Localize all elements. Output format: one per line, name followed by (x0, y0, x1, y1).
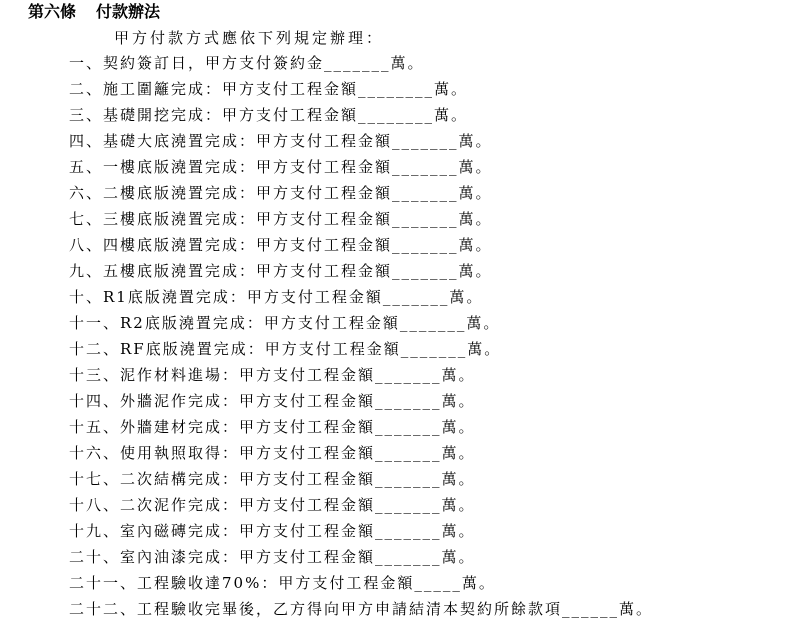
payment-item-text: 二十、室內油漆完成：甲方支付工程金額_______萬。 (69, 548, 476, 566)
payment-item (69, 232, 653, 258)
payment-item-text: 十四、外牆泥作完成：甲方支付工程金額_______萬。 (69, 392, 476, 410)
payment-item-text: 五、一樓底版澆置完成：甲方支付工程金額_______萬。 (69, 158, 493, 176)
payment-terms-list (69, 50, 653, 622)
payment-item (69, 50, 653, 76)
payment-item (69, 102, 653, 128)
payment-item (69, 492, 653, 518)
payment-item (69, 596, 653, 622)
article-heading (28, 0, 160, 24)
payment-item-text: 二十一、工程驗收達70%：甲方支付工程金額_____萬。 (69, 574, 496, 592)
payment-item-text: 八、四樓底版澆置完成：甲方支付工程金額_______萬。 (69, 236, 493, 254)
payment-item (69, 570, 653, 596)
payment-item (69, 206, 653, 232)
payment-item (69, 310, 653, 336)
payment-item (69, 154, 653, 180)
payment-item-text: 四、基礎大底澆置完成：甲方支付工程金額_______萬。 (69, 132, 493, 150)
payment-item-text: 十二、RF底版澆置完成：甲方支付工程金額_______萬。 (69, 340, 502, 358)
payment-item-text: 十一、R2底版澆置完成：甲方支付工程金額_______萬。 (69, 314, 501, 332)
payment-item-text: 七、三樓底版澆置完成：甲方支付工程金額_______萬。 (69, 210, 493, 228)
payment-item (69, 362, 653, 388)
payment-item-text: 十九、室內磁磚完成：甲方支付工程金額_______萬。 (69, 522, 476, 540)
payment-item-text: 二十二、工程驗收完畢後，乙方得向甲方申請結清本契約所餘款項______萬。 (69, 600, 654, 618)
payment-item (69, 180, 653, 206)
payment-item-text: 一、契約簽訂日，甲方支付簽約金_______萬。 (69, 54, 425, 72)
payment-item (69, 414, 653, 440)
payment-item (69, 258, 653, 284)
payment-item-text: 二、施工圍籬完成：甲方支付工程金額________萬。 (69, 80, 469, 98)
payment-item-text: 十、R1底版澆置完成：甲方支付工程金額_______萬。 (69, 288, 484, 306)
payment-item-text: 九、五樓底版澆置完成：甲方支付工程金額_______萬。 (69, 262, 493, 280)
payment-item (69, 388, 653, 414)
article-number: 第六條 (28, 2, 77, 21)
payment-item (69, 466, 653, 492)
payment-item-text: 六、二樓底版澆置完成：甲方支付工程金額_______萬。 (69, 184, 493, 202)
payment-item-text: 十五、外牆建材完成：甲方支付工程金額_______萬。 (69, 418, 476, 436)
payment-item-text: 十三、泥作材料進場：甲方支付工程金額_______萬。 (69, 366, 476, 384)
payment-item (69, 284, 653, 310)
payment-item-text: 十六、使用執照取得：甲方支付工程金額_______萬。 (69, 444, 476, 462)
payment-item (69, 544, 653, 570)
payment-item-text: 十七、二次結構完成：甲方支付工程金額_______萬。 (69, 470, 476, 488)
payment-item (69, 440, 653, 466)
payment-item (69, 518, 653, 544)
payment-item-text: 三、基礎開挖完成：甲方支付工程金額________萬。 (69, 106, 469, 124)
payment-item (69, 128, 653, 154)
intro-text: 甲方付款方式應依下列規定辦理： (114, 29, 385, 47)
payment-item-text: 十八、二次泥作完成：甲方支付工程金額_______萬。 (69, 496, 476, 514)
payment-item (69, 336, 653, 362)
article-title: 付款辦法 (96, 2, 161, 21)
payment-item (69, 76, 653, 102)
